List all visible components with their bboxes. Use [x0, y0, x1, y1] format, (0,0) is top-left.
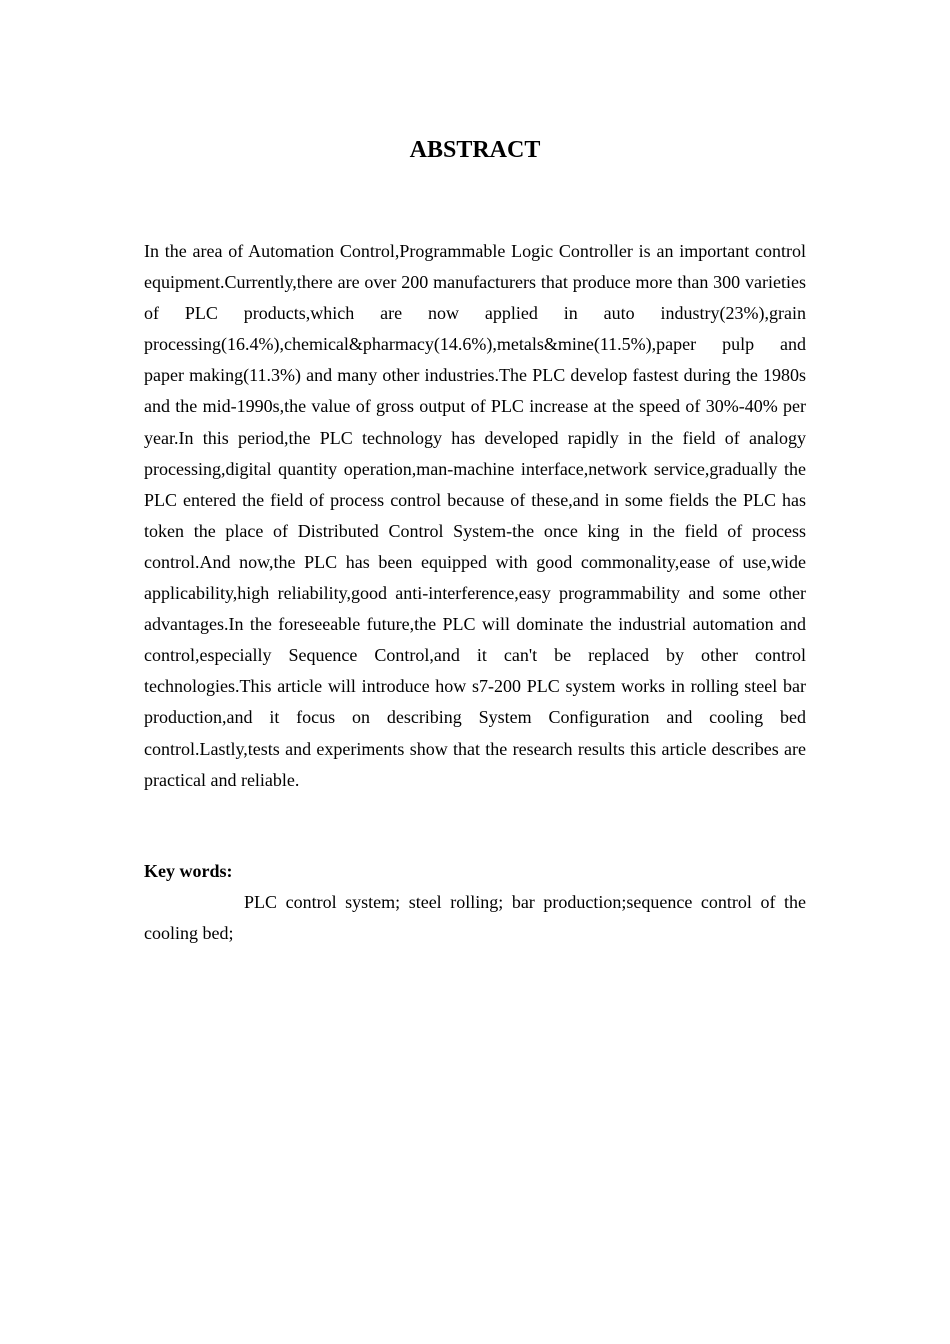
abstract-title: ABSTRACT: [409, 137, 541, 163]
abstract-paragraph: In the area of Automation Control,Programmable Logic Controller is an important control equipment.Currently,there are over 200 manufacturers that produce more than 300 varieties of PLC products,which are now applied in auto industry(23%),grain processing(16.4%),chemical&pharmacy(14.6%),metals&mine(11.5%),paper pulp and paper making(11.3%) and many other industries.The PLC develop fastest during the 1980s and the mid-1990s,the value of gross output of PLC increase at the speed of 30%-40% per year.In this period,the PLC technology has developed rapidly in the field of analogy processing,digital quantity operation,man-machine interface,network service,gradually the PLC entered the field of process control because of these,and in some fields the PLC has token the place of Distributed Control System-the once king in the field of process control.And now,the PLC has been equipped with good commonality,ease of use,wide applicability,high reliability,good anti-interference,easy programmability and some other advantages.In the foreseeable future,the PLC will dominate the industrial automation and control,especially Sequence Control,and it can't be replaced by other control technologies.This article will introduce how s7-200 PLC system works in rolling steel bar production,and it focus on describing System Configuration and cooling bed control.Lastly,tests and experiments show that the research results this article describes are practical and reliable.: [144, 241, 806, 790]
keywords-text: PLC control system; steel rolling; bar production;sequence control of the cooling bed;: [144, 892, 806, 943]
keywords-label: Key words:: [144, 861, 233, 881]
